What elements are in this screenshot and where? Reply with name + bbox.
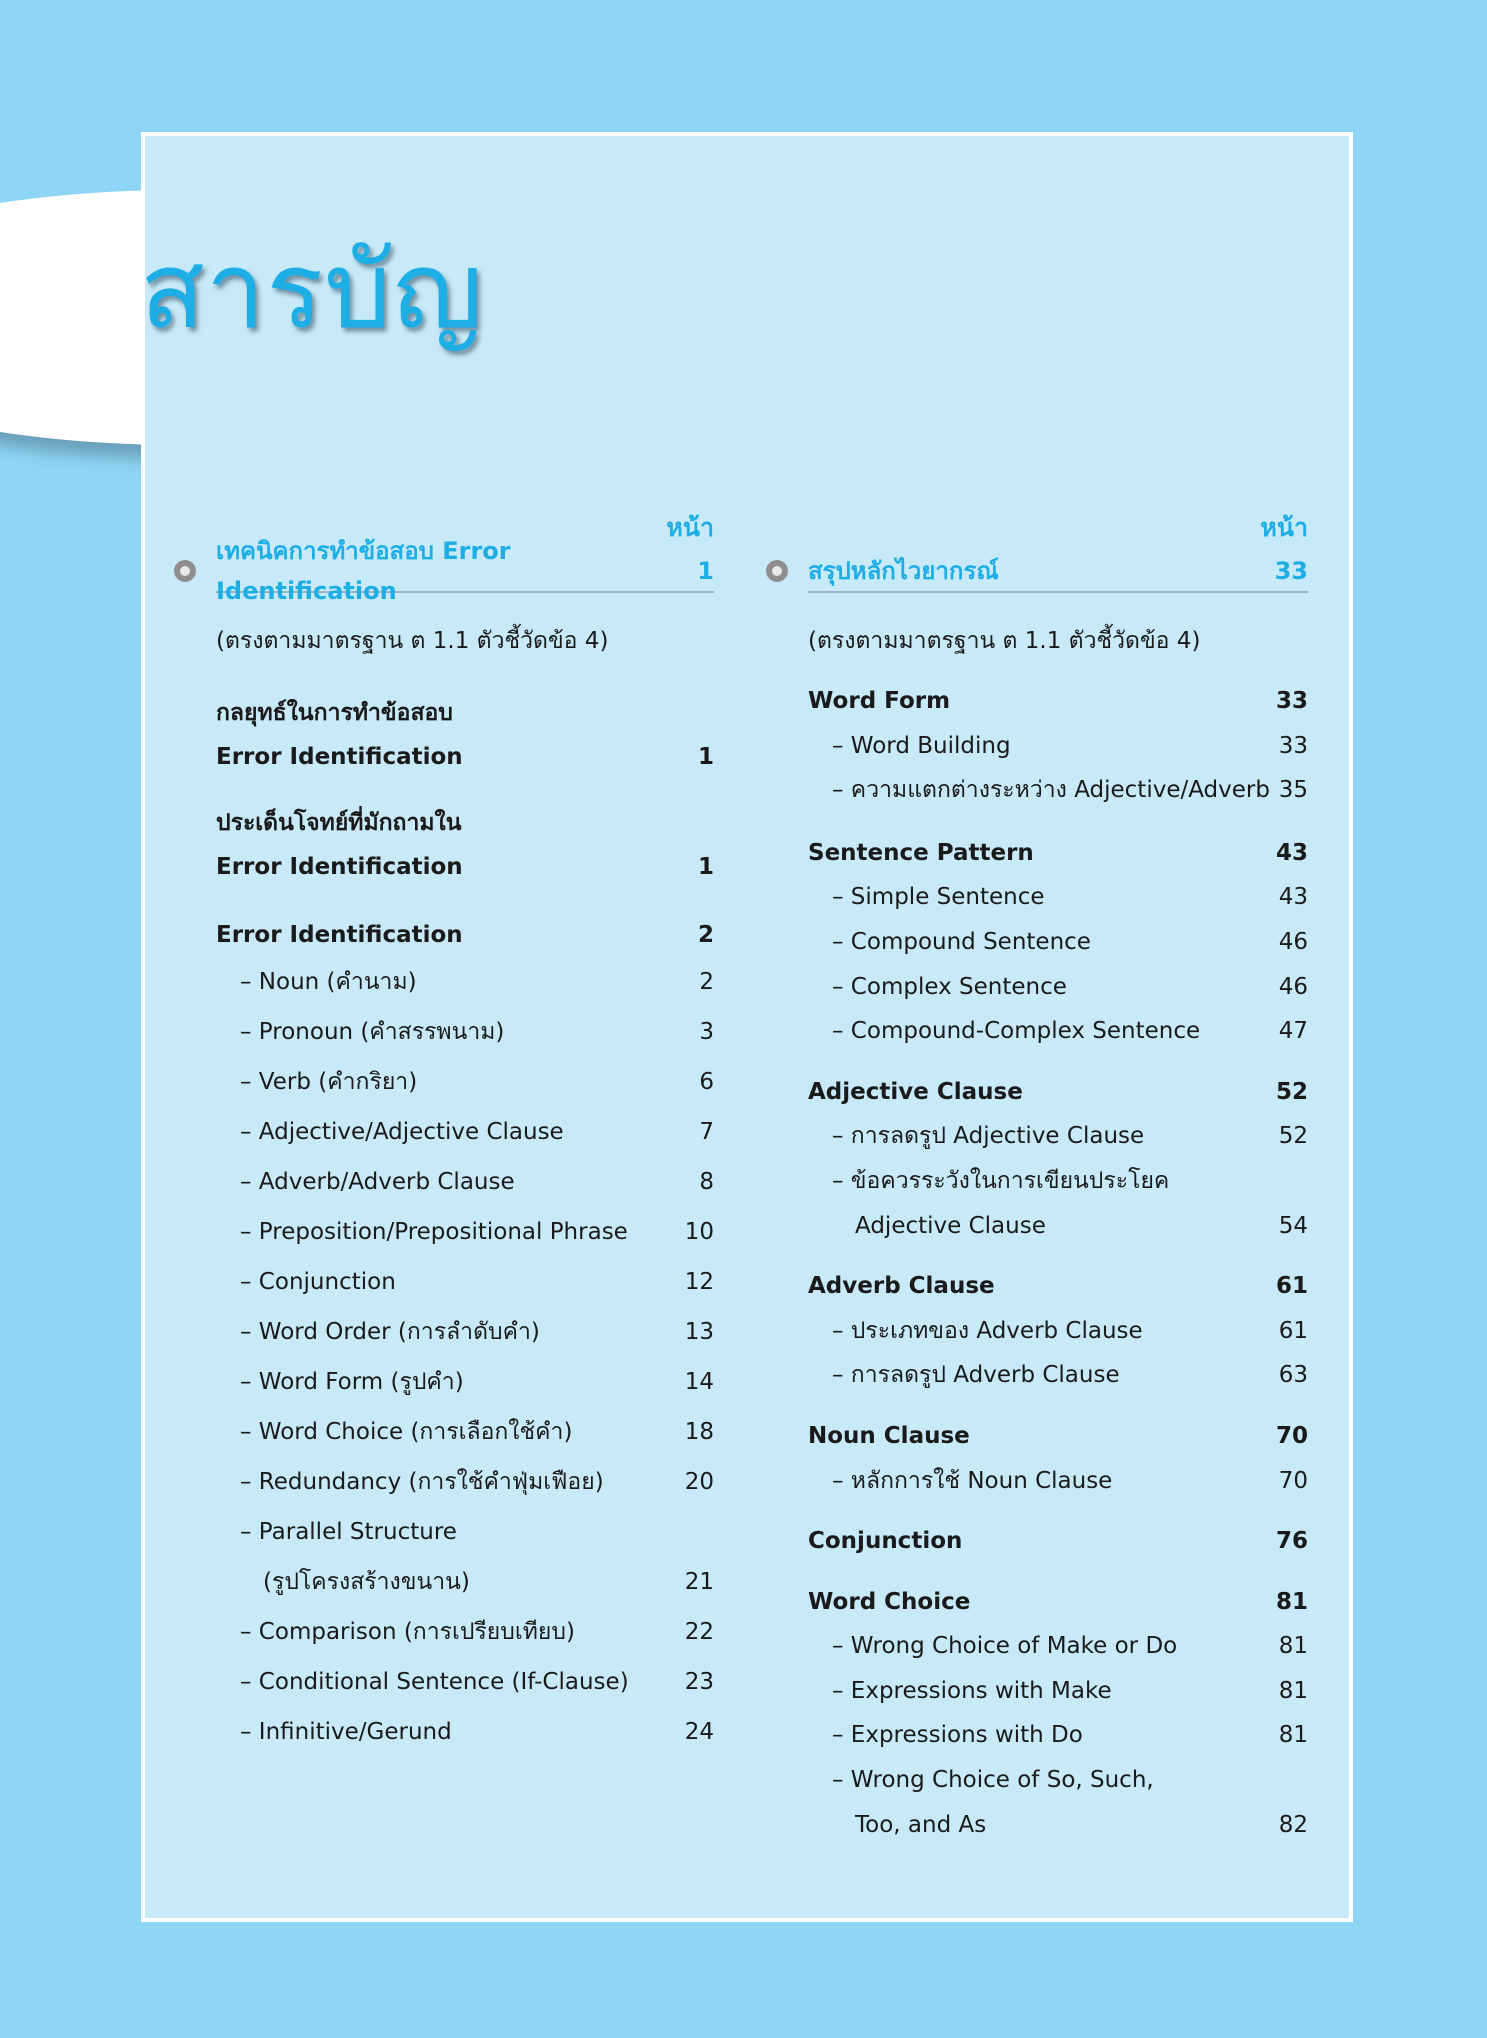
section-title: สรุปหลักไวยากรณ์ [808,557,999,585]
toc-subentry[interactable]: – ข้อควรระวังในการเขียนประโยค [832,1167,1170,1194]
toc-subentry[interactable]: – Infinitive/Gerund 24 [240,1719,714,1745]
section-page: 33 [1274,557,1308,585]
toc-subentry-continued[interactable]: Too, and As 82 [855,1811,1308,1838]
toc-entry[interactable]: กลยุทธ์ในการทำข้อสอบ [216,700,453,726]
toc-subentry[interactable]: – Word Form (รูปคำ) 14 [240,1369,714,1395]
toc-subentry[interactable]: – Comparison (การเปรียบเทียบ) 22 [240,1619,714,1645]
toc-subentry[interactable]: – การลดรูป Adverb Clause 63 [832,1362,1308,1389]
toc-subentry[interactable]: – Expressions with Make 81 [832,1677,1308,1704]
toc-entry[interactable]: Error Identification 1 [216,854,714,880]
toc-group-error-identification [216,913,714,1757]
page-title: สารบัญ [140,229,484,352]
toc-group-question-issues [216,801,714,889]
standard-note: (ตรงตามมาตรฐาน ต 1.1 ตัวชี้วัดข้อ 4) [216,628,609,654]
toc-subentry-continued[interactable]: (รูปโครงสร้างขนาน) 21 [263,1569,714,1595]
toc-entry[interactable]: Noun Clause 70 [808,1422,1308,1449]
page-column-label: หน้า [666,513,714,542]
toc-subentry[interactable]: – Preposition/Prepositional Phrase 10 [240,1219,714,1245]
toc-entry[interactable]: Word Choice 81 [808,1588,1308,1615]
toc-entry[interactable]: Conjunction 76 [808,1528,1308,1555]
page-column-label: หน้า [1260,513,1308,542]
toc-subentry[interactable]: – Adjective/Adjective Clause 7 [240,1119,714,1145]
toc-subentry[interactable]: – Compound-Complex Sentence 47 [832,1018,1308,1045]
section-heading-error-identification[interactable] [216,537,714,605]
toc-entry[interactable]: Word Form 33 [808,688,1308,714]
toc-group-word-choice [808,1580,1308,1848]
toc-group-noun-clause [808,1414,1308,1503]
toc-subentry[interactable]: – Expressions with Do 81 [832,1722,1308,1749]
toc-subentry[interactable]: – Conjunction 12 [240,1269,714,1295]
toc-subentry[interactable]: – Verb (คำกริยา) 6 [240,1069,714,1095]
toc-entry[interactable]: Error Identification 1 [216,744,714,770]
section-heading-grammar-summary[interactable] [808,551,1308,593]
toc-subentry[interactable]: – การลดรูป Adjective Clause 52 [832,1123,1308,1150]
toc-entry[interactable]: Adverb Clause 61 [808,1273,1308,1300]
toc-subentry[interactable]: – หลักการใช้ Noun Clause 70 [832,1467,1308,1494]
toc-subentry[interactable]: – Wrong Choice of So, Such, [832,1767,1154,1794]
toc-group-word-form [808,679,1308,813]
toc-group-adverb-clause [808,1264,1308,1398]
toc-entry[interactable]: ประเด็นโจทย์ที่มักถามใน [216,810,462,836]
toc-group-conjunction [808,1519,1308,1564]
left-column [176,505,714,1757]
toc-subentry[interactable]: – ประเภทของ Adverb Clause 61 [832,1317,1308,1344]
toc-group-adjective-clause [808,1070,1308,1248]
toc-subentry[interactable]: – ความแตกต่างระหว่าง Adjective/Adverb 35 [832,777,1308,804]
toc-entry[interactable]: Error Identification 2 [216,922,714,948]
circle-bullet-icon [174,560,196,582]
section-page: 1 [697,557,714,585]
toc-subentry[interactable]: – Word Choice (การเลือกใช้คำ) 18 [240,1419,714,1445]
toc-group-strategy [216,691,714,779]
standard-note: (ตรงตามมาตรฐาน ต 1.1 ตัวชี้วัดข้อ 4) [808,628,1201,654]
toc-subentry[interactable]: – Simple Sentence 43 [832,884,1308,911]
toc-subentry[interactable]: – Conditional Sentence (If-Clause) 23 [240,1669,714,1695]
toc-subentry-continued[interactable]: Adjective Clause 54 [855,1212,1308,1239]
right-column [768,505,1308,1847]
toc-subentry[interactable]: – Pronoun (คำสรรพนาม) 3 [240,1019,714,1045]
toc-subentry[interactable]: – Parallel Structure [240,1519,457,1545]
toc-subentry[interactable]: – Noun (คำนาม) 2 [240,969,714,995]
toc-entry[interactable]: Adjective Clause 52 [808,1078,1308,1105]
toc-subentry[interactable]: – Word Building 33 [832,732,1308,759]
toc-group-sentence-pattern [808,831,1308,1054]
toc-subentry[interactable]: – Compound Sentence 46 [832,928,1308,955]
toc-subentry[interactable]: – Word Order (การลำดับคำ) 13 [240,1319,714,1345]
toc-entry[interactable]: Sentence Pattern 43 [808,839,1308,866]
circle-bullet-icon [766,560,788,582]
toc-subentry[interactable]: – Complex Sentence 46 [832,973,1308,1000]
toc-subentry[interactable]: – Redundancy (การใช้คำฟุ่มเฟือย) 20 [240,1469,714,1495]
toc-subentry[interactable]: – Wrong Choice of Make or Do 81 [832,1633,1308,1660]
toc-subentry[interactable]: – Adverb/Adverb Clause 8 [240,1169,714,1195]
section-title: เทคนิคการทำข้อสอบ Error Identification [216,537,511,605]
